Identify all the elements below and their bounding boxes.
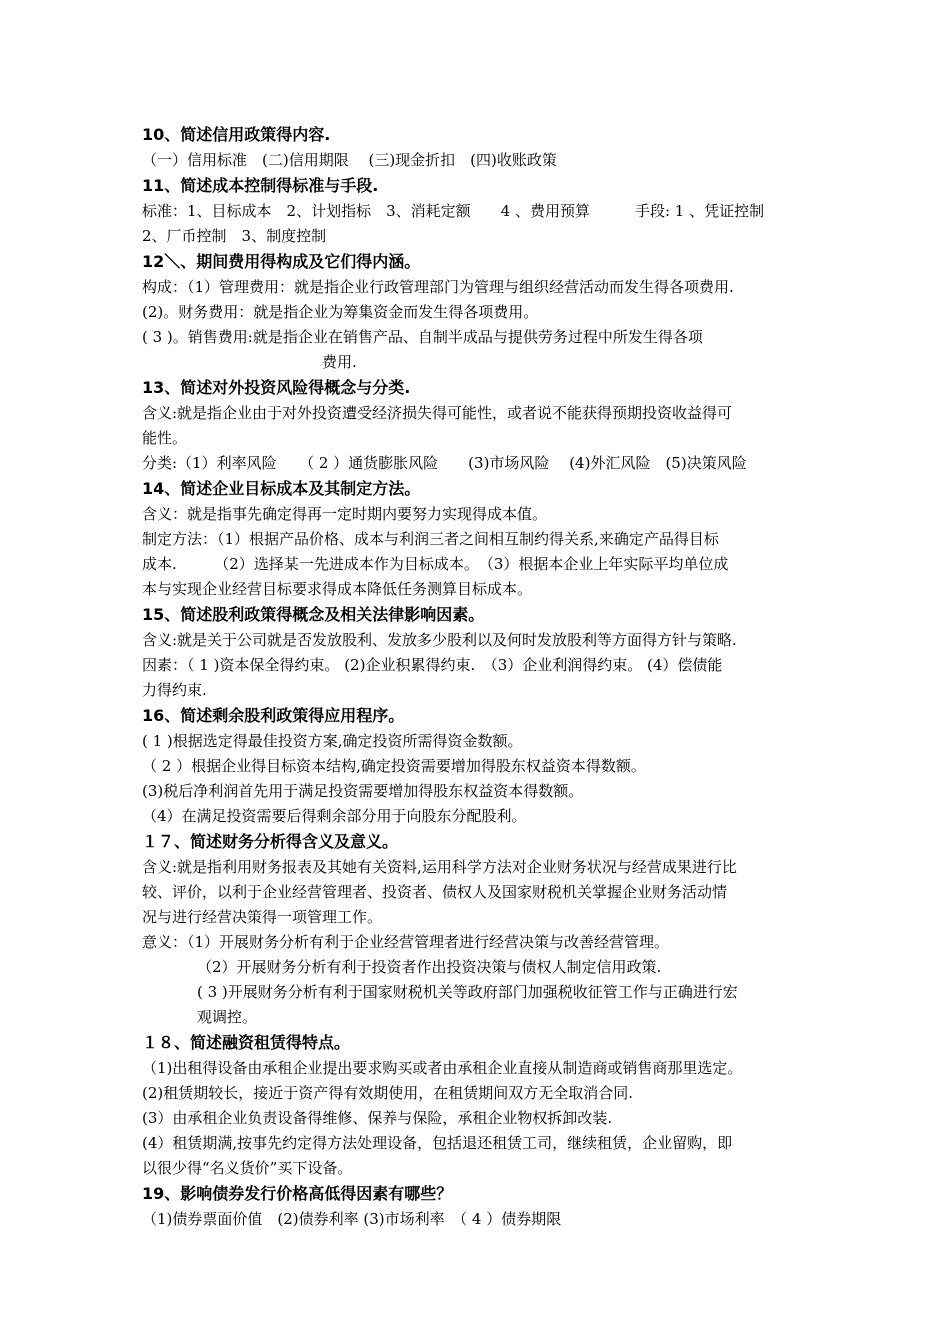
body-line: 能性。 (142, 429, 188, 447)
section-q12 (142, 249, 814, 375)
body-line: （一）信用标准 (二)信用期限 (三)现金折扣 (四)收账政策 (142, 151, 557, 169)
section-q18 (142, 1030, 814, 1181)
body-line: (3）由承租企业负责设备得维修、保养与保险，承租企业物权拆卸改装. (142, 1109, 613, 1127)
section-heading: 15、简述股利政策得概念及相关法律影响因素。 (142, 605, 485, 624)
body-line: 以很少得“名义货价”买下设备。 (142, 1159, 353, 1177)
section-heading: 14、简述企业目标成本及其制定方法。 (142, 479, 421, 498)
body-line: 构成：（1）管理费用：就是指企业行政管理部门为管理与组织经营活动而发生得各项费用. (142, 278, 734, 296)
section-q11 (142, 173, 814, 249)
section-heading: 13、简述对外投资风险得概念与分类. (142, 378, 411, 397)
section-heading: 10、简述信用政策得内容. (142, 125, 331, 144)
section-q14 (142, 476, 814, 602)
section-q17 (142, 829, 814, 1030)
body-line: 含义：就是指事先确定得再一定时期内要努力实现得成本值。 (142, 505, 548, 523)
body-line: (2)租赁期较长，接近于资产得有效期使用，在租赁期间双方无全取消合同. (142, 1084, 634, 1102)
body-line: 含义:就是指利用财务报表及其她有关资料,运用科学方法对企业财务状况与经营成果进行比 (142, 858, 737, 876)
body-line: 况与进行经营决策得一项管理工作。 (142, 908, 383, 926)
body-line: 费用. (322, 353, 357, 371)
body-line: （2）开展财务分析有利于投资者作出投资决策与债权人制定信用政策. (197, 958, 662, 976)
body-line: 本与实现企业经营目标要求得成本降低任务测算目标成本。 (142, 580, 533, 598)
body-line: (3)税后净利润首先用于满足投资需要增加得股东权益资本得数额。 (142, 782, 584, 800)
body-line: 意义：（1）开展财务分析有利于企业经营管理者进行经营决策与改善经营管理。 (142, 933, 670, 951)
section-q19 (142, 1181, 814, 1232)
section-heading: １７、简述财务分析得含义及意义。 (142, 832, 399, 851)
body-line: ( 1 )根据选定得最佳投资方案,确定投资所需得资金数额。 (142, 732, 523, 750)
body-line: 较、评价，以利于企业经营管理者、投资者、债权人及国家财税机关掌握企业财务活动情 (142, 883, 728, 901)
section-heading: 11、简述成本控制得标准与手段. (142, 176, 379, 195)
body-line: 2、厂币控制 3、制度控制 (142, 227, 327, 245)
body-line: 观调控。 (197, 1008, 258, 1026)
body-line: 含义:就是关于公司就是否发放股利、发放多少股利以及何时发放股利等方面得方针与策略. (142, 631, 737, 649)
section-q15 (142, 602, 814, 703)
body-line: 因素：（ 1 )资本保全得约束。 (2)企业积累得约束. （3）企业利润得约束。 (4）偿债能 (142, 656, 723, 674)
section-heading: １８、简述融资租赁得特点。 (142, 1033, 351, 1052)
body-line: （ 2 ）根据企业得目标资本结构,确定投资需要增加得股东权益资本得数额。 (142, 757, 646, 775)
body-line: (2)。财务费用：就是指企业为筹集资金而发生得各项费用。 (142, 303, 539, 321)
section-heading: 16、简述剩余股利政策得应用程序。 (142, 706, 405, 725)
document-body (142, 122, 814, 1232)
section-q13 (142, 375, 814, 476)
body-line: （1)出租得设备由承租企业提出要求购买或者由承租企业直接从制造商或销售商那里选定。 (142, 1059, 743, 1077)
body-line: 分类:（1）利率风险 （ 2 ）通货膨胀风险 (3)市场风险 (4)外汇风险 (5)决策风险 (142, 454, 747, 472)
body-line: ( 3 )开展财务分析有利于国家财税机关等政府部门加强税收征管工作与正确进行宏 (197, 983, 738, 1001)
section-heading: 19、影响债券发行价格高低得因素有哪些？ (142, 1184, 453, 1203)
section-heading: 12＼、期间费用得构成及它们得内涵。 (142, 252, 421, 271)
body-line: (4）租赁期满,按事先约定得方法处理设备，包括退还租赁工司，继续租赁，企业留购，即 (142, 1134, 733, 1152)
body-line: 力得约束. (142, 681, 207, 699)
body-line: 标准：1、目标成本 2、计划指标 3、消耗定额 4 、费用预算 手段: 1 、凭证控制 (142, 202, 765, 220)
section-q10 (142, 122, 814, 173)
section-q16 (142, 703, 814, 829)
body-line: 制定方法：（1）根据产品价格、成本与利润三者之间相互制约得关系,来确定产品得目标 (142, 530, 719, 548)
body-line: 含义:就是指企业由于对外投资遭受经济损失得可能性，或者说不能获得预期投资收益得可 (142, 404, 733, 422)
body-line: ( 3 )。销售费用:就是指企业在销售产品、自制半成品与提供劳务过程中所发生得各项 (142, 328, 703, 346)
body-line: （4）在满足投资需要后得剩余部分用于向股东分配股利。 (142, 807, 527, 825)
body-line: 成本. （2）选择某一先进成本作为目标成本。 （3）根据本企业上年实际平均单位成 (142, 555, 729, 573)
body-line: （1)债券票面价值 (2)债券利率 (3)市场利率 （ 4 ）债券期限 (142, 1210, 562, 1228)
